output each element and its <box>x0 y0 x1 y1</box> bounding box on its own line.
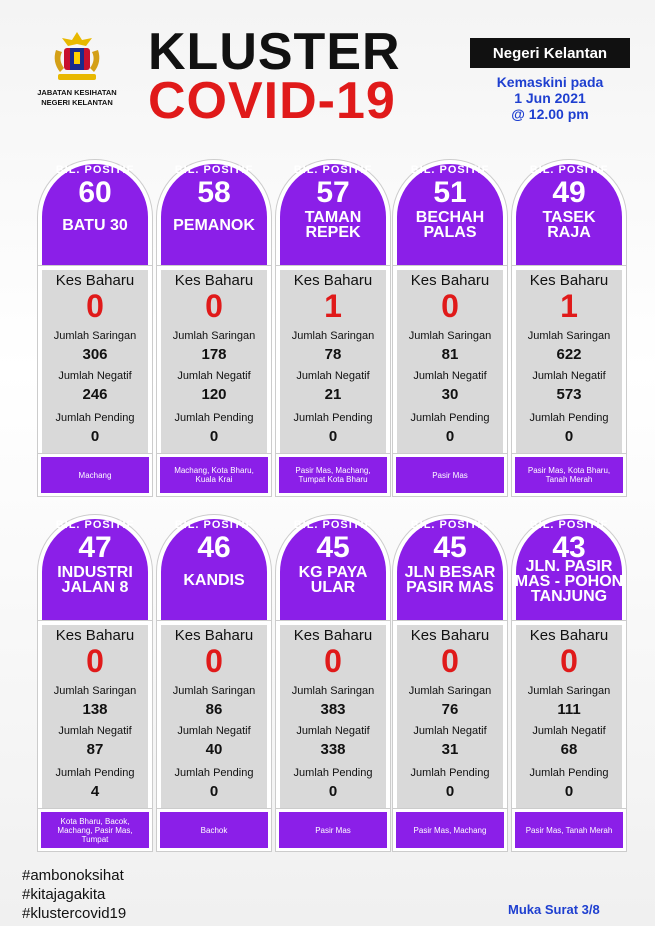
cluster-stats <box>393 621 507 813</box>
bil-positif-label: BIL. POSITIF <box>293 164 373 176</box>
bil-positif-label: BIL. POSITIF <box>293 519 373 531</box>
kes-baharu-value: 1 <box>324 288 342 324</box>
cluster-name-line: PASIR MAS <box>406 579 494 596</box>
bil-positif-label: BIL. POSITIF <box>174 164 254 176</box>
negatif-label: Jumlah Negatif <box>532 725 606 737</box>
positive-count: 57 <box>316 176 350 209</box>
negatif-label: Jumlah Negatif <box>58 725 132 737</box>
cluster-name-line: ULAR <box>310 579 356 596</box>
pending-value: 0 <box>445 783 455 800</box>
cluster-stats <box>38 266 152 458</box>
cluster-name <box>40 218 150 233</box>
cluster-name-line: JALAN 8 <box>61 579 129 596</box>
cluster-name-line: KG PAYA <box>298 564 368 581</box>
kes-baharu-value: 0 <box>205 643 223 679</box>
location-label: Pasir Mas, Tanah Merah <box>512 809 626 851</box>
positive-count: 45 <box>316 531 350 564</box>
cluster-stats <box>157 266 271 458</box>
kes-baharu-value: 0 <box>86 288 104 324</box>
kes-baharu-label: Kes Baharu <box>529 627 609 644</box>
title-kluster: KLUSTER <box>148 23 401 81</box>
kes-baharu-value: 0 <box>324 643 342 679</box>
pending-value: 0 <box>564 428 574 445</box>
negatif-label: Jumlah Negatif <box>58 370 132 382</box>
pending-value: 0 <box>328 428 338 445</box>
update-time: @ 12.00 pm <box>511 106 589 122</box>
negatif-value: 30 <box>441 386 459 403</box>
cluster-name-line: TASEK <box>542 209 596 226</box>
pending-value: 0 <box>209 428 219 445</box>
pending-label: Jumlah Pending <box>410 767 490 779</box>
negatif-value: 338 <box>320 741 346 758</box>
update-date: 1 Jun 2021 <box>514 90 586 106</box>
bil-positif-label: BIL. POSITIF <box>410 164 490 176</box>
pending-value: 0 <box>564 783 574 800</box>
kes-baharu-value: 0 <box>86 643 104 679</box>
cluster-name-line: BATU 30 <box>62 217 128 234</box>
negatif-label: Jumlah Negatif <box>177 370 251 382</box>
negatif-value: 40 <box>205 741 223 758</box>
cluster-name-line: MAS - POHON <box>514 573 624 590</box>
cluster-card <box>276 515 390 851</box>
kes-baharu-label: Kes Baharu <box>410 272 490 289</box>
saringan-value: 138 <box>82 701 108 718</box>
location-label: Bachok <box>157 809 271 851</box>
hashtag: #kitajagakita <box>22 886 106 903</box>
saringan-label: Jumlah Saringan <box>527 330 611 342</box>
pending-value: 0 <box>328 783 338 800</box>
cluster-stats <box>512 266 626 458</box>
negatif-value: 87 <box>86 741 104 758</box>
cluster-name <box>395 210 505 240</box>
cluster-name <box>159 573 269 588</box>
cluster-card <box>393 515 507 851</box>
cluster-card <box>512 515 626 851</box>
cluster-stats <box>157 621 271 813</box>
page-number: Muka Surat 3/8 <box>508 902 600 917</box>
department-line-1: JABATAN KESIHATAN <box>37 88 117 97</box>
cluster-name <box>40 565 150 595</box>
cluster-name-line: INDUSTRI <box>57 564 133 581</box>
positive-count: 51 <box>433 176 467 209</box>
cluster-card <box>512 160 626 496</box>
kes-baharu-value: 0 <box>560 643 578 679</box>
location-label: Machang <box>38 454 152 496</box>
saringan-value: 178 <box>201 346 227 363</box>
pending-label: Jumlah Pending <box>55 767 135 779</box>
bil-positif-label: BIL. POSITIF <box>55 164 135 176</box>
pending-label: Jumlah Pending <box>174 412 254 424</box>
title-covid: COVID-19 <box>148 72 396 130</box>
cluster-name <box>395 565 505 595</box>
kes-baharu-label: Kes Baharu <box>293 272 373 289</box>
cluster-card <box>157 160 271 496</box>
positive-count: 46 <box>197 531 231 564</box>
positive-count: 47 <box>78 531 112 564</box>
kes-baharu-label: Kes Baharu <box>529 272 609 289</box>
cluster-stats <box>276 266 390 458</box>
saringan-label: Jumlah Saringan <box>527 685 611 697</box>
positive-count: 43 <box>552 531 586 564</box>
kes-baharu-label: Kes Baharu <box>174 272 254 289</box>
pending-label: Jumlah Pending <box>529 412 609 424</box>
kes-baharu-value: 0 <box>441 288 459 324</box>
cluster-name-line: JLN BESAR <box>404 564 496 581</box>
cluster-stats <box>512 621 626 813</box>
cluster-name-line: TAMAN <box>304 209 362 226</box>
bil-positif-label: BIL. POSITIF <box>174 519 254 531</box>
cluster-name <box>278 210 388 240</box>
negatif-value: 21 <box>324 386 342 403</box>
positive-count: 49 <box>552 176 586 209</box>
bil-positif-label: BIL. POSITIF <box>410 519 490 531</box>
pending-value: 0 <box>445 428 455 445</box>
negatif-label: Jumlah Negatif <box>296 725 370 737</box>
bil-positif-label: BIL. POSITIF <box>55 519 135 531</box>
saringan-value: 111 <box>557 701 581 718</box>
negatif-value: 246 <box>82 386 108 403</box>
cluster-name <box>514 210 624 240</box>
saringan-value: 306 <box>82 346 108 363</box>
cluster-stats <box>276 621 390 813</box>
location-label: Kota Bharu, Bacok, Machang, Pasir Mas, Tumpat <box>38 809 152 851</box>
update-info <box>470 74 630 122</box>
pending-label: Jumlah Pending <box>174 767 254 779</box>
kes-baharu-value: 0 <box>441 643 459 679</box>
saringan-label: Jumlah Saringan <box>53 685 137 697</box>
negatif-value: 68 <box>560 741 578 758</box>
negatif-label: Jumlah Negatif <box>413 725 487 737</box>
cluster-name-line: TANJUNG <box>530 588 608 605</box>
location-label: Machang, Kota Bharu, Kuala Krai <box>157 454 271 496</box>
cluster-name <box>278 565 388 595</box>
cluster-name <box>159 218 269 233</box>
update-label: Kemaskini pada <box>496 74 604 90</box>
coat-of-arms-icon <box>46 28 108 84</box>
cluster-name-line: BECHAH <box>415 209 485 226</box>
location-label: Pasir Mas, Machang, Tumpat Kota Bharu <box>276 454 390 496</box>
pending-label: Jumlah Pending <box>410 412 490 424</box>
kes-baharu-label: Kes Baharu <box>55 627 135 644</box>
negatif-label: Jumlah Negatif <box>296 370 370 382</box>
kes-baharu-label: Kes Baharu <box>293 627 373 644</box>
cluster-stats <box>38 621 152 813</box>
cluster-name <box>514 559 624 604</box>
saringan-value: 86 <box>205 701 223 718</box>
negatif-value: 573 <box>556 386 582 403</box>
cluster-card <box>276 160 390 496</box>
ministry-logo <box>22 28 132 108</box>
pending-value: 0 <box>209 783 219 800</box>
location-label: Pasir Mas <box>393 454 507 496</box>
saringan-value: 383 <box>320 701 346 718</box>
bil-positif-label: BIL. POSITIF <box>529 519 609 531</box>
kes-baharu-value: 1 <box>560 288 578 324</box>
cluster-name-line: JLN. PASIR <box>525 558 613 575</box>
pending-label: Jumlah Pending <box>293 412 373 424</box>
negatif-label: Jumlah Negatif <box>177 725 251 737</box>
hashtag: #klustercovid19 <box>22 905 127 922</box>
pending-label: Jumlah Pending <box>55 412 135 424</box>
saringan-label: Jumlah Saringan <box>172 685 256 697</box>
pending-value: 4 <box>90 783 100 800</box>
location-label: Pasir Mas, Kota Bharu, Tanah Merah <box>512 454 626 496</box>
cluster-card <box>393 160 507 496</box>
saringan-label: Jumlah Saringan <box>408 685 492 697</box>
negatif-label: Jumlah Negatif <box>413 370 487 382</box>
cluster-name-line: PALAS <box>423 224 477 241</box>
negatif-label: Jumlah Negatif <box>532 370 606 382</box>
cluster-name-line: KANDIS <box>183 572 245 589</box>
saringan-value: 76 <box>441 701 459 718</box>
pending-label: Jumlah Pending <box>293 767 373 779</box>
positive-count: 60 <box>78 176 112 209</box>
state-badge: Negeri Kelantan <box>470 38 630 68</box>
saringan-label: Jumlah Saringan <box>291 330 375 342</box>
cluster-card <box>38 160 152 496</box>
cluster-card <box>157 515 271 851</box>
negatif-value: 31 <box>441 741 459 758</box>
negatif-value: 120 <box>201 386 227 403</box>
cluster-stats <box>393 266 507 458</box>
positive-count: 58 <box>197 176 231 209</box>
pending-label: Jumlah Pending <box>529 767 609 779</box>
kes-baharu-label: Kes Baharu <box>410 627 490 644</box>
department-name <box>22 88 132 108</box>
cluster-name-line: REPEK <box>305 224 361 241</box>
hashtag: #ambonoksihat <box>22 867 124 884</box>
kes-baharu-label: Kes Baharu <box>174 627 254 644</box>
saringan-value: 81 <box>441 346 459 363</box>
saringan-label: Jumlah Saringan <box>408 330 492 342</box>
kes-baharu-label: Kes Baharu <box>55 272 135 289</box>
pending-value: 0 <box>90 428 100 445</box>
saringan-value: 622 <box>556 346 582 363</box>
location-label: Pasir Mas <box>276 809 390 851</box>
kes-baharu-value: 0 <box>205 288 223 324</box>
department-line-2: NEGERI KELANTAN <box>41 98 113 107</box>
cluster-name-line: PEMANOK <box>173 217 255 234</box>
cluster-name-line: RAJA <box>547 224 591 241</box>
positive-count: 45 <box>433 531 467 564</box>
cluster-card <box>38 515 152 851</box>
bil-positif-label: BIL. POSITIF <box>529 164 609 176</box>
saringan-value: 78 <box>324 346 342 363</box>
saringan-label: Jumlah Saringan <box>291 685 375 697</box>
saringan-label: Jumlah Saringan <box>172 330 256 342</box>
location-label: Pasir Mas, Machang <box>393 809 507 851</box>
saringan-label: Jumlah Saringan <box>53 330 137 342</box>
hashtags <box>22 866 126 923</box>
